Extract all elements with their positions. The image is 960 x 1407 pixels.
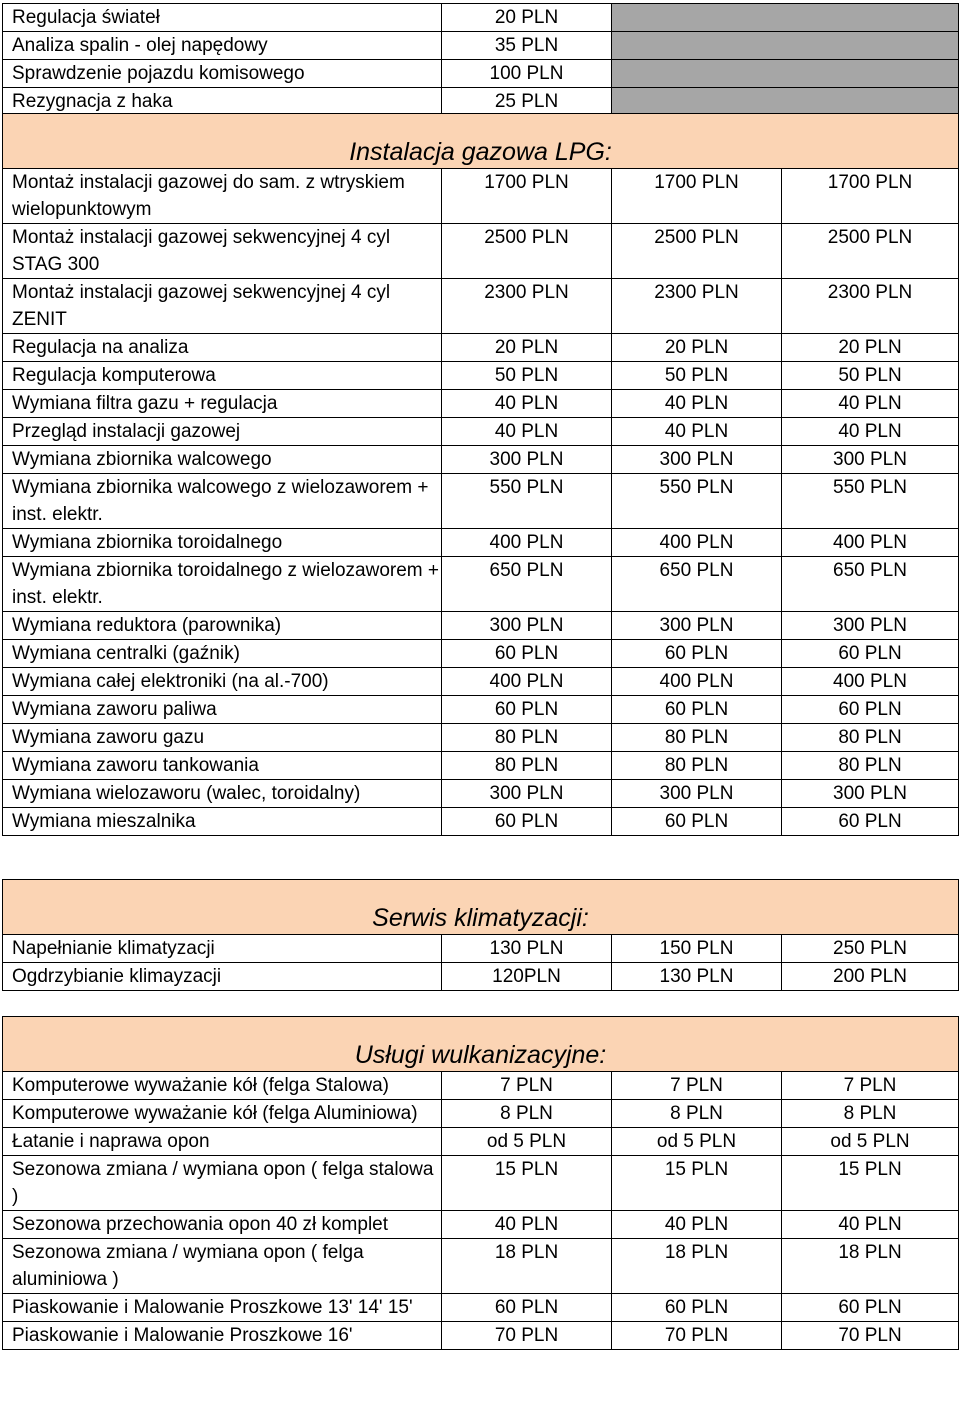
price-col-2: 80 PLN (612, 724, 782, 752)
section-header (3, 114, 959, 169)
service-name: Sezonowa przechowania opon 40 zł komplet (3, 1211, 442, 1239)
price-col-3: 80 PLN (782, 724, 959, 752)
table-row (3, 474, 959, 529)
price-col-3: 400 PLN (782, 529, 959, 557)
price-col-3: 200 PLN (782, 963, 959, 991)
price-col-1: 550 PLN (442, 474, 612, 529)
service-name: Wymiana zaworu paliwa (3, 696, 442, 724)
table-row (3, 1100, 959, 1128)
table-row (3, 4, 959, 32)
service-name: Rezygnacja z haka (3, 88, 442, 116)
service-price: 100 PLN (442, 60, 612, 88)
table-row (3, 334, 959, 362)
price-col-1: 300 PLN (442, 780, 612, 808)
table-row (3, 640, 959, 668)
price-col-2: 50 PLN (612, 362, 782, 390)
price-col-2: 400 PLN (612, 529, 782, 557)
section-title: Instalacja gazowa LPG: (349, 138, 612, 166)
price-col-2: 60 PLN (612, 640, 782, 668)
price-col-1: 120PLN (442, 963, 612, 991)
service-name: Montaż instalacji gazowej do sam. z wtryskiem wielopunktowym (3, 169, 442, 224)
price-col-2: 60 PLN (612, 696, 782, 724)
price-col-2: 60 PLN (612, 808, 782, 836)
price-col-2: 60 PLN (612, 1294, 782, 1322)
table-row (3, 935, 959, 963)
price-col-2: od 5 PLN (612, 1128, 782, 1156)
price-col-3: 300 PLN (782, 612, 959, 640)
price-col-2: 400 PLN (612, 668, 782, 696)
service-name: Regulacja komputerowa (3, 362, 442, 390)
price-col-2: 40 PLN (612, 418, 782, 446)
price-col-3: 8 PLN (782, 1100, 959, 1128)
price-col-2: 300 PLN (612, 446, 782, 474)
price-col-2: 2300 PLN (612, 279, 782, 334)
service-name: Komputerowe wyważanie kół (felga Stalowa) (3, 1072, 442, 1100)
table-row (3, 1239, 959, 1294)
service-name: Montaż instalacji gazowej sekwencyjnej 4 cyl ZENIT (3, 279, 442, 334)
price-col-1: 400 PLN (442, 668, 612, 696)
service-name: Wymiana reduktora (parownika) (3, 612, 442, 640)
service-name: Sprawdzenie pojazdu komisowego (3, 60, 442, 88)
price-col-1: 18 PLN (442, 1239, 612, 1294)
price-col-3: 60 PLN (782, 640, 959, 668)
price-col-1: 400 PLN (442, 529, 612, 557)
table-row (3, 1211, 959, 1239)
service-name: Regulacja świateł (3, 4, 442, 32)
price-col-2: 40 PLN (612, 1211, 782, 1239)
price-col-3: 18 PLN (782, 1239, 959, 1294)
table-row (3, 446, 959, 474)
table-row (3, 32, 959, 60)
table-row (3, 529, 959, 557)
table-row (3, 418, 959, 446)
price-col-1: 60 PLN (442, 1294, 612, 1322)
section-header (3, 880, 959, 935)
price-col-3: 70 PLN (782, 1322, 959, 1350)
price-col-2: 18 PLN (612, 1239, 782, 1294)
price-col-3: 60 PLN (782, 696, 959, 724)
service-name: Wymiana zbiornika toroidalnego (3, 529, 442, 557)
price-col-1: 300 PLN (442, 446, 612, 474)
price-col-1: 2500 PLN (442, 224, 612, 279)
price-col-2: 550 PLN (612, 474, 782, 529)
table-row (3, 1156, 959, 1211)
service-name: Sezonowa zmiana / wymiana opon ( felga stalowa ) (3, 1156, 442, 1211)
price-col-1: 40 PLN (442, 1211, 612, 1239)
service-name: Napełnianie klimatyzacji (3, 935, 442, 963)
gray-filler (612, 32, 959, 60)
gray-filler (612, 4, 959, 32)
price-col-3: 80 PLN (782, 752, 959, 780)
ac-service-table (2, 879, 959, 991)
price-col-1: 80 PLN (442, 724, 612, 752)
table-row (3, 169, 959, 224)
service-name: Wymiana zbiornika walcowego z wielozaworem + inst. elektr. (3, 474, 442, 529)
service-name: Wymiana zbiornika walcowego (3, 446, 442, 474)
price-col-3: 250 PLN (782, 935, 959, 963)
price-col-1: 300 PLN (442, 612, 612, 640)
table-row (3, 612, 959, 640)
price-col-2: 650 PLN (612, 557, 782, 612)
section-header (3, 1017, 959, 1072)
section-title: Serwis klimatyzacji: (372, 904, 589, 932)
service-name: Wymiana zaworu tankowania (3, 752, 442, 780)
price-col-3: 300 PLN (782, 780, 959, 808)
table-row (3, 1322, 959, 1350)
service-price: 35 PLN (442, 32, 612, 60)
price-col-1: 60 PLN (442, 696, 612, 724)
price-col-3: 60 PLN (782, 808, 959, 836)
lpg-price-table (2, 113, 959, 836)
service-name: Analiza spalin - olej napędowy (3, 32, 442, 60)
service-name: Wymiana filtra gazu + regulacja (3, 390, 442, 418)
price-col-1: 80 PLN (442, 752, 612, 780)
price-col-3: 40 PLN (782, 1211, 959, 1239)
service-name: Wymiana zaworu gazu (3, 724, 442, 752)
table-row (3, 752, 959, 780)
price-col-1: 130 PLN (442, 935, 612, 963)
price-col-3: 2300 PLN (782, 279, 959, 334)
price-col-2: 130 PLN (612, 963, 782, 991)
price-col-2: 15 PLN (612, 1156, 782, 1211)
price-col-2: 2500 PLN (612, 224, 782, 279)
price-col-3: 300 PLN (782, 446, 959, 474)
price-col-3: 550 PLN (782, 474, 959, 529)
service-name: Ogdrzybianie klimayzacji (3, 963, 442, 991)
service-name: Montaż instalacji gazowej sekwencyjnej 4 cyl STAG 300 (3, 224, 442, 279)
price-col-1: 20 PLN (442, 334, 612, 362)
service-name: Wymiana mieszalnika (3, 808, 442, 836)
table-row (3, 390, 959, 418)
service-price: 20 PLN (442, 4, 612, 32)
service-name: Regulacja na analiza (3, 334, 442, 362)
service-name: Komputerowe wyważanie kół (felga Aluminiowa) (3, 1100, 442, 1128)
price-col-2: 70 PLN (612, 1322, 782, 1350)
service-name: Przegląd instalacji gazowej (3, 418, 442, 446)
service-name: Wymiana zbiornika toroidalnego z wielozaworem + inst. elektr. (3, 557, 442, 612)
service-name: Sezonowa zmiana / wymiana opon ( felga aluminiowa ) (3, 1239, 442, 1294)
table-row (3, 963, 959, 991)
price-col-1: 1700 PLN (442, 169, 612, 224)
price-col-3: 40 PLN (782, 390, 959, 418)
price-col-1: od 5 PLN (442, 1128, 612, 1156)
price-col-1: 60 PLN (442, 808, 612, 836)
price-col-3: 1700 PLN (782, 169, 959, 224)
price-col-3: 7 PLN (782, 1072, 959, 1100)
price-col-1: 40 PLN (442, 390, 612, 418)
price-col-3: 15 PLN (782, 1156, 959, 1211)
service-name: Wymiana wielozaworu (walec, toroidalny) (3, 780, 442, 808)
price-col-1: 70 PLN (442, 1322, 612, 1350)
top-price-table (2, 3, 959, 116)
table-row (3, 88, 959, 116)
table-row (3, 724, 959, 752)
price-col-3: 20 PLN (782, 334, 959, 362)
table-row (3, 279, 959, 334)
table-row (3, 60, 959, 88)
table-row (3, 808, 959, 836)
service-name: Piaskowanie i Malowanie Proszkowe 16' (3, 1322, 442, 1350)
price-col-3: 50 PLN (782, 362, 959, 390)
tire-service-table (2, 1016, 959, 1350)
price-col-1: 60 PLN (442, 640, 612, 668)
gray-filler (612, 60, 959, 88)
price-col-2: 40 PLN (612, 390, 782, 418)
price-col-1: 7 PLN (442, 1072, 612, 1100)
table-row (3, 1128, 959, 1156)
table-row (3, 668, 959, 696)
table-row (3, 362, 959, 390)
table-row (3, 780, 959, 808)
table-row (3, 1072, 959, 1100)
price-col-2: 20 PLN (612, 334, 782, 362)
table-row (3, 224, 959, 279)
price-col-2: 1700 PLN (612, 169, 782, 224)
price-col-3: 650 PLN (782, 557, 959, 612)
section-title: Usługi wulkanizacyjne: (354, 1041, 607, 1069)
price-col-3: 60 PLN (782, 1294, 959, 1322)
price-col-2: 80 PLN (612, 752, 782, 780)
service-name: Łatanie i naprawa opon (3, 1128, 442, 1156)
price-col-1: 650 PLN (442, 557, 612, 612)
price-col-2: 300 PLN (612, 612, 782, 640)
price-col-1: 50 PLN (442, 362, 612, 390)
price-col-3: 40 PLN (782, 418, 959, 446)
gray-filler (612, 88, 959, 116)
service-price: 25 PLN (442, 88, 612, 116)
table-row (3, 1294, 959, 1322)
service-name: Wymiana całej elektroniki (na al.-700) (3, 668, 442, 696)
price-col-2: 150 PLN (612, 935, 782, 963)
price-col-1: 15 PLN (442, 1156, 612, 1211)
table-row (3, 557, 959, 612)
service-name: Piaskowanie i Malowanie Proszkowe 13' 14' 15' (3, 1294, 442, 1322)
price-col-2: 8 PLN (612, 1100, 782, 1128)
price-col-3: 2500 PLN (782, 224, 959, 279)
price-col-1: 2300 PLN (442, 279, 612, 334)
price-col-1: 8 PLN (442, 1100, 612, 1128)
price-col-2: 7 PLN (612, 1072, 782, 1100)
price-col-1: 40 PLN (442, 418, 612, 446)
price-col-3: od 5 PLN (782, 1128, 959, 1156)
price-col-2: 300 PLN (612, 780, 782, 808)
table-row (3, 696, 959, 724)
price-col-3: 400 PLN (782, 668, 959, 696)
service-name: Wymiana centralki (gaźnik) (3, 640, 442, 668)
